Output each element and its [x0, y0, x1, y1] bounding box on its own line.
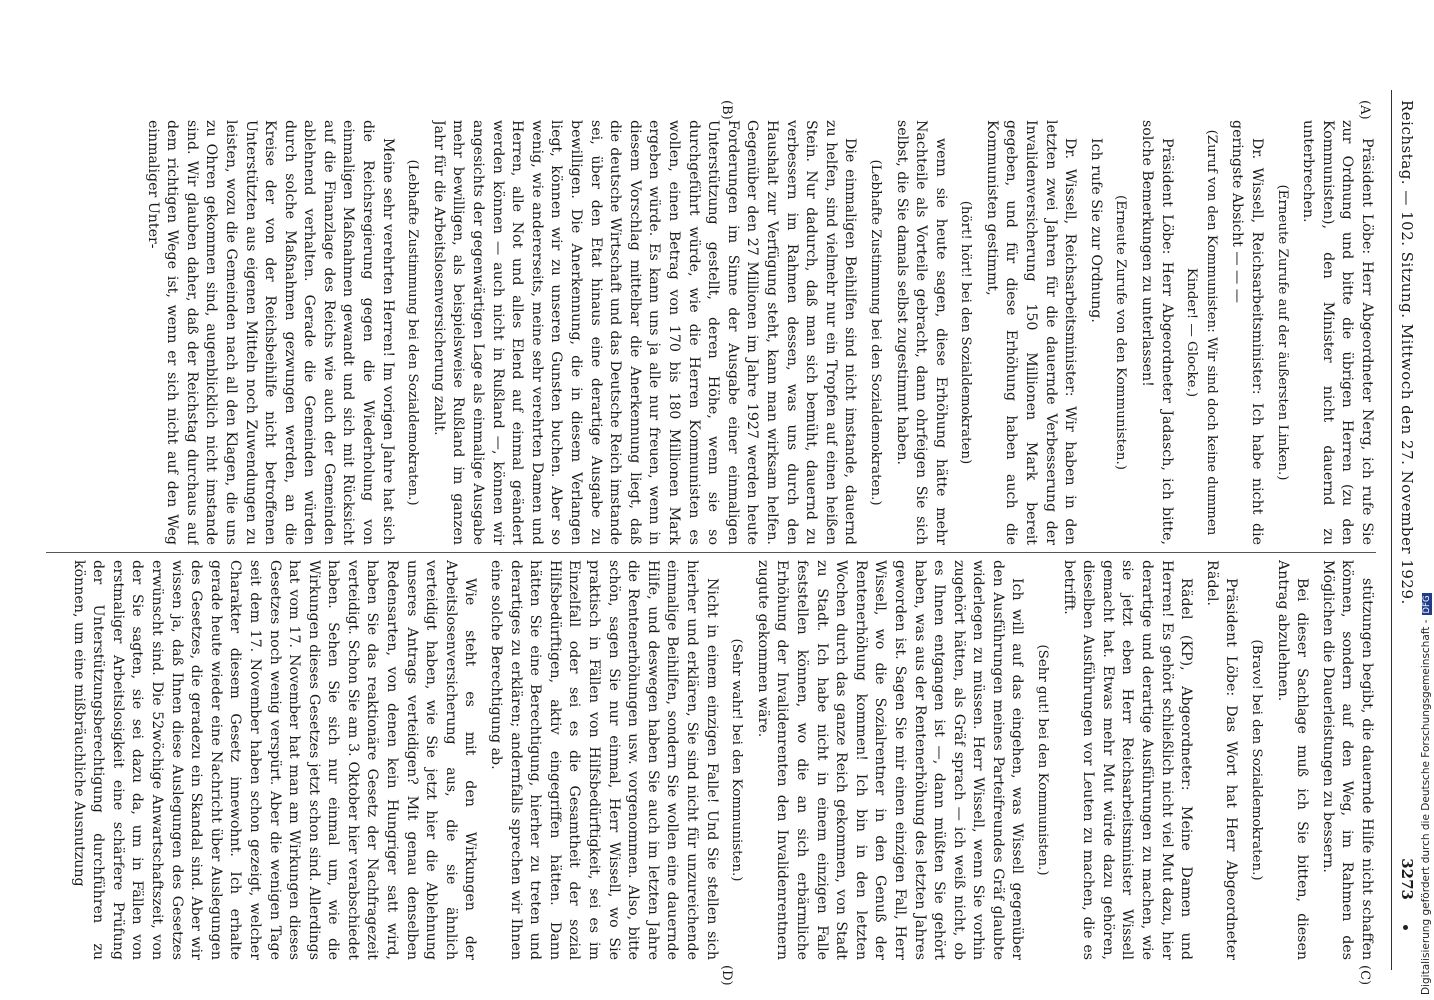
paragraph: Dr. Wissell, Reichsarbeitsminister: Ich habe nicht die geringste Absicht — — — [1229, 120, 1266, 545]
margin-marker-b: (B) [719, 100, 734, 120]
margin-marker-d: (D) [719, 965, 734, 986]
paragraph: Ich rufe Sie zur Ordnung. [1087, 138, 1104, 323]
digitization-credit [1420, 593, 1432, 995]
interjection: (Bravo! bei den Sozialdemokraten.) [1249, 639, 1265, 881]
page-header [1391, 90, 1422, 970]
interjection: (Lebhafte Zustimmung bei den Sozialdemokraten.) [405, 159, 421, 506]
paragraph: Präsident Löbe: Herr Abgeordneter Jadasch, ich bitte, solche Bemerkungen zu unterlassen! [1139, 120, 1175, 545]
margin-marker-a: (A) [1357, 100, 1372, 120]
interjection: (Sehr gut! bei den Kommunisten.) [1035, 644, 1051, 876]
paragraph: Wie steht es mit den Wirkungen der Arbeitslosenversicherung aus, die sie ähnlich verteidigt haben, wie Sie jetzt hier die Ablehnung unseres Antrags verteidigen? Mit genau denselben Redensarten, von denen kein Hungriger satt wird, haben Sie das reaktionäre Gesetz der Nachfragezeit verteidigt. Schon Sie am 3. Oktober hier verabschiedet haben. Sehen Sie sich nur einmal um, wie die Wirkungen dieses Gesetzes jetzt schon sind. Allerdings hat vom 17. November hat man am Wirkungen dieses Gesetzes noch wenig verspürt. Aber die wenigen Tage seit dem 17. November haben schon gezeigt, welcher Charakter diesem Gesetz innewohnt. Ich erhalte gerade heute wieder eine Nachricht über Auslegungen des Gesetzes, die geradezu ein Skandal sind. Aber wir wissen ja, daß Ihnen diese Auslegungen des Gesetzes erwünscht sind. Die 52wöchige Anwartschaftszeit, von der Sie sagten, sie sei dazu da, um in Fällen von erstmaliger Arbeitslosigkeit eine schärfere Prüfung der Unterstützungsberechtigung durchführen zu können, um eine mißbräuchliche Ausnutzung [70, 560, 479, 960]
interjection: (Sehr wahr! bei den Kommunisten.) [729, 638, 745, 882]
paragraph: Präsident Löbe: Herr Abgeordneter Nerg, ich rufe Sie zur Ordnung und bitte die übrigen Herren (zu den Kommunisten), den Minister nicht dauernd zu unterbrechen. [1300, 120, 1375, 545]
paragraph: Bei dieser Sachlage muß ich Sie bitten, diesen Antrag abzulehnen. [1274, 560, 1311, 960]
interjection: (Erneute Zurufe von den Kommunisten.) [1113, 194, 1129, 471]
paragraph: Dr. Wissell, Reichsarbeitsminister: Wir haben in den letzten zwei Jahren für die dauernde Verbesserung der Invalidenversicherung 150 Millionen Mark bereit gegeben, und für diese Erhöhung haben auch die Kommunisten gestimmt, [983, 120, 1079, 545]
paragraph: Rädel (KP), Abgeordneter: Meine Damen und Herren! Es gehört schließlich nicht viel Mut dazu, hier derartige und derartige Ausführungen zu machen, wie sie jetzt eben Herr Reichsarbeitsminister Wissell gemacht hat. Etwas mehr Mut würde dazu gehören, dieselben Ausführungen vor Leuten zu machen, die es betrifft. [1060, 560, 1195, 960]
page-number: 3273 [1398, 858, 1416, 900]
right-column [46, 560, 1376, 960]
running-title: Reichstag. — 102. Sitzung. Mittwoch den 27. November 1929. [1398, 100, 1416, 605]
interjection: (Lebhafte Zustimmung bei den Sozialdemokraten.) [867, 159, 883, 506]
interjection: (Erneute Zurufe auf der äußersten Linken.) [1274, 184, 1290, 481]
interjection: (Zuruf von den Kommunisten: Wir sind doch keine dummen Kinder! — Glocke.) [1184, 129, 1219, 536]
paragraph: wenn sie heute sagen, diese Erhöhung hätte mehr Nachteile als Vorteile gebracht, dann ohrfeigen Sie sich selbst, die Sie damals selbst zugestimmt haben. [893, 120, 949, 545]
interjection: (hört! hört! bei den Sozialdemokraten) [958, 200, 974, 465]
column-divider [46, 552, 1376, 553]
bullet-mark [1403, 925, 1408, 930]
dfg-logo: DFG [1422, 595, 1432, 614]
credit-text: Digitalisierung gefördert durch die Deutsche Forschungsgemeinschaft - [1420, 619, 1432, 995]
paragraph: Meine sehr verehrten Herren! Im vorigen Jahre hat sich die Reichsregierung gegen die Wiederholung von einmaligen Maßnahmen gewandt und sich mit Rücksicht auf die Finanzlage des Reichs wie auch der Gemeinden ablehnend verhalten. Gerade die Gemeinden würden durch solche Maßnahmen gezwungen werden, an die Kreise der von der Reichsbeihilfe nicht betroffenen Unterstützten aus eigenen Mitteln noch Zuwendungen zu leisten, wozu die Gemeinden nach all den Klagen, die uns zu Ohren gekommen sind, augenblicklich nicht imstande sind. Wir glauben daher, daß der Reichstag durchaus auf dem richtigen Wege ist, wenn er sich nicht auf den Weg einmaliger Unter- [144, 120, 396, 545]
paragraph: Die einmaligen Beihilfen sind nicht imstande, dauernd zu helfen, sind vielmehr nur ein Tropfen auf einen heißen Stein. Nur dadurch, daß man sich bemüht, dauernd zu verbessern im Rahmen dessen, was uns durch den Haushalt zur Verfügung steht, kann man wirksam helfen. Gegenüber den 27 Millionen im Jahre 1927 werden heute Forderungen im Sinne der Ausgabe einer einmaligen Unterstützung gestellt, deren Höhe, wenn sie so durchgeführt würde, wie die Herren Kommunisten es wollen, einen Betrag von 170 bis 180 Millionen Mark ergeben würde. Es kann uns ja alle nur freuen, wenn in diesem Vorschlag mittelbar die Anerkennung liegt, daß die deutsche Wirtschaft und das Deutsche Reich imstande sei, über den Etat hinaus eine derartige Ausgabe zu bewilligen. Die Anerkennung, die in diesem Verlangen liegt, können wir zu unseren Gunsten buchen. Aber so wenig, wie andererseits, meine sehr verehrten Damen und Herren, alle Not und alles Elend auf einmal geändert werden können — auch nicht in Rußland —, können wir angesichts der gegenwärtigen Lage als einmalige Ausgabe mehr bewilligen, als beispielsweise Rußland im ganzen Jahr für die Arbeitslosenversicherung zahlt. [430, 120, 859, 545]
margin-marker-c: (C) [1357, 965, 1372, 986]
paragraph: Nicht in einem einzigen Falle! Und Sie stellen sich hierher und erklären, Sie sind nicht für unzureichende einmalige Beihilfen, sondern Sie wollen eine dauernde Hilfe, und deswegen haben Sie auch im letzten Jahre die Rentenerhöhungen usw. vorgenommen. Also, bitte schön, sagen Sie nur einmal, Herr Wissell, wo Sie praktisch in Fällen von Hilfsbedürftigkeit, sei es im Einzelfall oder sei es die Gesamtheit der sozial Hilfsbedürftigen, aktiv eingegriffen hätten. Dann hätten Sie eine Berechtigung, hierher zu treten und derartiges zu erklären; andernfalls sprechen wir Ihnen eine solche Berechtigung ab. [488, 560, 720, 960]
paragraph: stützungen begibt, die dauernde Hilfe nicht schaffen können, sondern auf den Weg, im Rahmen des Möglichen die Dauerleistungen zu bessern. [1319, 560, 1375, 960]
paragraph: Präsident Löbe: Das Wort hat Herr Abgeordneter Rädel. [1203, 560, 1240, 960]
left-column [46, 120, 1376, 545]
paragraph: Ich will auf das eingehen, was Wissell gegenüber den Ausführungen meines Parteifreundes Gräf glaubte widerlegen zu müssen. Herr Wissell, wenn Sie vorhin zugehört hätten, als Gräf sprach — ich weiß nicht, ob es Ihnen entgangen ist —, dann müßten Sie gehört haben, was aus der Rentenerhöhung des letzten Jahres geworden ist. Sagen Sie mir einen einzigen Fall, Herr Wissell, wo die Sozialrentner in den Genuß der Rentenerhöhung kommen! Ich bin in den letzten Wochen durch das ganze Reich gekommen, von Stadt zu Stadt. Ich habe nicht in einem einzigen Falle feststellen können, wo die an sich erbärmliche Erhöhung der Invalidenrenten den Invalidenrentnern zugute gekommen wäre. [754, 560, 1026, 960]
